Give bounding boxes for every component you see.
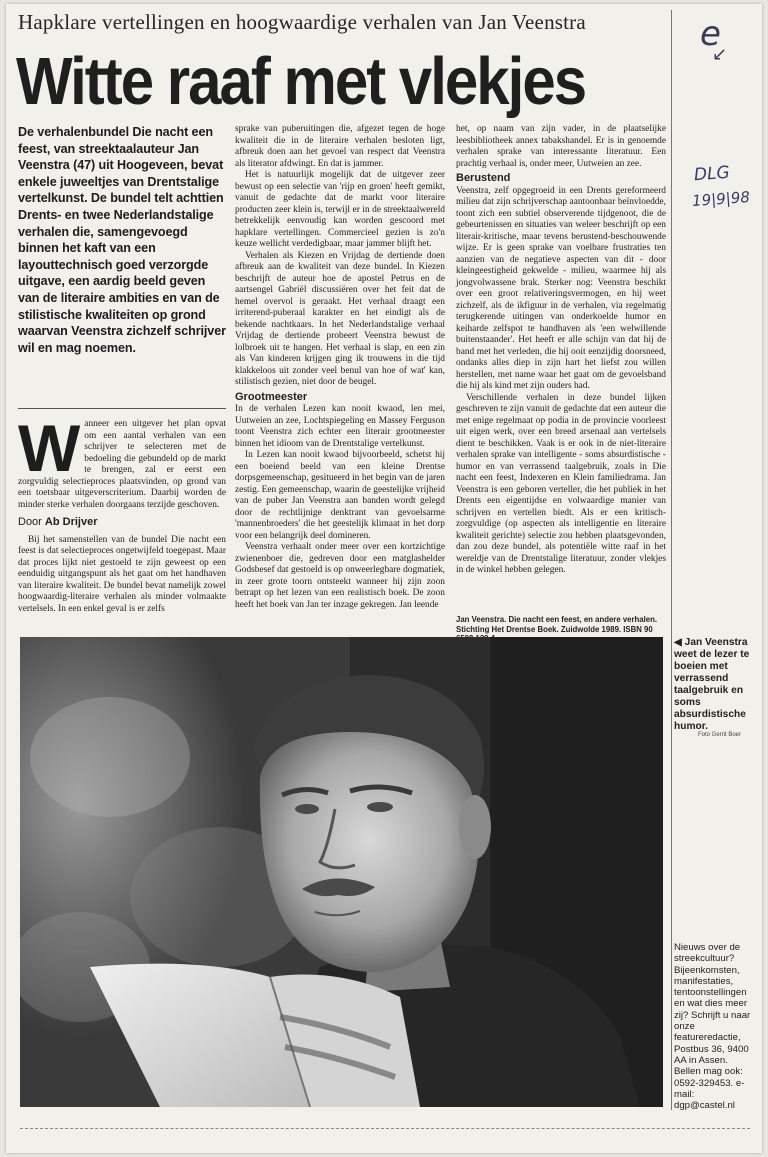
body-paragraph: Het is natuurlijk mogelijk dat de uitgever zeer bewust op een selectie van 'rijp en groen' heeft gemikt, vanuit de gedachte dat de markt voor literaire producten zeer klein is, terwijl er in de streektaalwereld betrekkelijk eenvoudig kan worden gescoord met hapklare vertellingen. Commercieel gezien is zo'n keuze wellicht verdedigbaar, maar jammer blijft het. — [235, 170, 445, 249]
newspaper-page — [6, 4, 762, 1153]
subheading: Berustend — [456, 172, 511, 184]
byline — [18, 517, 226, 529]
handwritten-source: DLG — [693, 162, 731, 186]
subheading: Grootmeester — [235, 390, 308, 403]
lead-paragraph: De verhalenbundel Die nacht een feest, van streektaalauteur Jan Veenstra (47) uit Hoogeveen, bevat enkele juweeltjes van Drentstalige vertelkunst. De bundel telt achttien Drents- en twee Nederlandstalige verhalen die, samengevoegd binnen het kaft van een layouttechnisch goed verzorgde uitgave, een aardig beeld geven van de literaire ambities en van de stilistische kwaliteiten op grond waarvan Veenstra zichzelf schrijver wil en mag noemen. — [18, 125, 226, 355]
kicker: Hapklare vertellingen en hoogwaardige verhalen van Jan Veenstra — [18, 10, 586, 34]
drop-cap: W — [18, 411, 81, 485]
intro-text: anneer een uitgever het plan opvat om een aantal verhalen van een schrijver te selecteren met de bedoeling die gebundeld op de markt te brengen, zal er eerst een zorgvuldig selectieproces plaatsvinden, op grond van een toetsbaar uitgeverscriterium. Daarbij worden de minder sterke verhalen doorgaans terzijde geschoven. — [18, 419, 226, 510]
body-paragraph: Veenstra verhaalt onder meer over een kortzichtige zwienenboer die, gedreven door een matglashelder Godsbesef dat gestoeld is op onweerlegbare dogmatiek, in zeer grote toorn ontsteekt wanneer hij zijn zoon betrapt op het lezen van een realistisch boek. De zoon heeft het boek van Jan ter inzage gekregen. Jan leende — [235, 542, 445, 610]
body-paragraph: In de verhalen Lezen kan nooit kwaod, len mei, Uutweien an zee, Lochtspiegeling en Massey Ferguson toont Veenstra zich echter een literair grootmeester binnen het idioom van de Drentstalige vertelkunst. — [235, 404, 445, 449]
column-1 — [18, 404, 226, 615]
body-paragraph: Veenstra, zelf opgegroeid in een Drents gereformeerd milieu dat zijn schrijverschap aantoonbaar beïnvloedde, toont zich een subtiel observerende tijdgenoot, die de gebeurtenissen en situaties van weleer beschrijft op een literair-kritische, maar tevens berustend-beschouwende wijze. Er is geen sprake van voelbare frustraties ten aanzien van de negatieve aspecten van dit - door kleingeestigheid gekwelde - milieu, waarmee hij als jongvolwassene brak. Sterker nog: Veenstra beschikt over een groot relativeringsvermogen, en hij weet zichzelf, als de ikfiguur in de verhalen, via regelmatig terugkerende uitingen van onderkoelde humor en keiharde zelfspot te handhaven als 'een welwillende buitenstaander'. Het heeft er alle schijn van dat hij de band met het verleden, die hij ooit eenzijdig doorsneed, ondanks alles diep in zijn hart het liefst zou willen herstellen, met name waar het gaat om de gevoelsband die hij als kind met zijn ouders had. — [456, 185, 666, 391]
author-photo-illustration — [20, 637, 663, 1107]
body-paragraph: sprake van puberuitingen die, afgezet tegen de hoge kwaliteit die in de literaire verhalen besloten ligt, afbreuk doen aan het gevoel van respect dat Veenstra als literator afdwingt. En dat is jammer. — [235, 124, 445, 169]
photo-credit: Foto Gerrit Boer — [698, 732, 742, 738]
divider — [18, 408, 226, 409]
sidebar-notice: Nieuws over de streekcultuur? Bijeenkomsten, manifestaties, tentoonstellingen en wat dies meer zij? Schrijft u naar onze featureredactie, Postbus 36, 9400 AA in Assen. Bellen mag ook: 0592-329453. e-mail: dgp@castel.nl — [674, 942, 751, 1112]
column-2 — [235, 124, 445, 611]
column-rule — [671, 10, 672, 1110]
headline: Witte raaf met vlekjes — [16, 43, 586, 119]
column-3 — [456, 124, 666, 577]
handwritten-date: 19|9|98 — [691, 188, 751, 210]
body-paragraph: In Lezen kan nooit kwaod bijvoorbeeld, schetst hij een boeiend beeld van een kleine Drentse dorpsgemeenschap, gesitueerd in het begin van de jaren zestig. Een gemeenschap, waarin de geestelijke vrijheid van de puber Jan Veenstra aan banden wordt gelegd door de rechtlijnige denktrant van gevoelsarme 'mannenbroeders' die het geestelijk klimaat in het dorp voor een belangrijk deel domineren. — [235, 450, 445, 541]
author-photo — [20, 637, 663, 1107]
handwritten-arrow: ↙ — [712, 44, 728, 65]
body-paragraph: Bij het samenstellen van de bundel Die nacht een feest is dat selectieproces ongetwijfeld toegepast. Maar dat proces lijkt niet gestoeld te zijn geweest op een eenduidig uitgangspunt als het gaat om het handhaven van literaire kwaliteit. De bundel bevat namelijk zowel hoogwaardig-literaire verhalen als minder volmaakte vertelsels. In een enkel geval is er zelfs — [18, 534, 226, 614]
photo-caption: ◀ Jan Veenstra weet de lezer te boeien met verrassend taalgebruik en soms absurdistische humor. — [674, 637, 750, 732]
body-paragraph: het, op naam van zijn vader, in de plaatselijke leesbibliotheek annex tabakshandel. Er is in genoemde verhalen sprake van interessante literatuur. Een prachtig verhaal is, onder meer, Uutweien an zee. — [456, 124, 666, 169]
bottom-rule — [20, 1128, 750, 1129]
body-paragraph: Verhalen als Kiezen en Vrijdag de dertiende doen afbreuk aan de kwaliteit van deze bundel. In Kiezen beschrijft de auteur hoe de apostel Petrus en de aartsengel Gabriël discussiëren over het feit dat de hemel overvol is geraakt. Het verhaal draagt een irriterend-puberaal karakter en het eindigt als de bekende nachtkaars. In het Nederlandstalige verhaal Vrijdag de dertiende probeert Veenstra bewust de lolbroek uit te hangen. Het verhaal is slap, en een zin als Van kinderen krijgen ging ik trouwens in die tijd klakkeloos uit zonder veel benul van hoe of wat' kan, stilistisch gezien, niet door de beugel. — [235, 250, 445, 387]
intro-paragraph — [18, 411, 226, 511]
book-info: Jan Veenstra. Die nacht een feest, en andere verhalen. Stichting Het Drentse Boek. Zuidwolde 1989. ISBN 90 — [456, 615, 658, 634]
byline-prefix: Door — [18, 516, 42, 528]
body-paragraph: Verschillende verhalen in deze bundel lijken geschreven te zijn vanuit de gedachte dat een auteur die met enige regelmaat op podia in de provincie voorleest uit eigen werk, over een breed arsenaal aan vertelsels dient te beschikken. Vaak is er ook in de niet-literaire verhalen sprake van intelligente - soms absurdistische - humor en van verrassend taalgebruik, zoals in Die nacht een feest, Indexeren en Klein familiedrama. Jan Veenstra is een geboren verteller, die het publiek in het Drents een eigentijdse en volwaardige manier van schrijven en vertellen biedt. Als er een kritisch-zorgvuldige (op aspecten als intelligentie en literaire kwaliteit gerichte) selectie zou hebben plaatsgevonden, dan zou deze bundel, als potentiële witte raaf in het wereldje van de Drentstalige literatuur, zonder vlekjes in de winkel hebben gelegen. — [456, 392, 666, 575]
byline-author: Ab Drijver — [44, 516, 98, 528]
handwritten-letter: e — [700, 14, 721, 54]
